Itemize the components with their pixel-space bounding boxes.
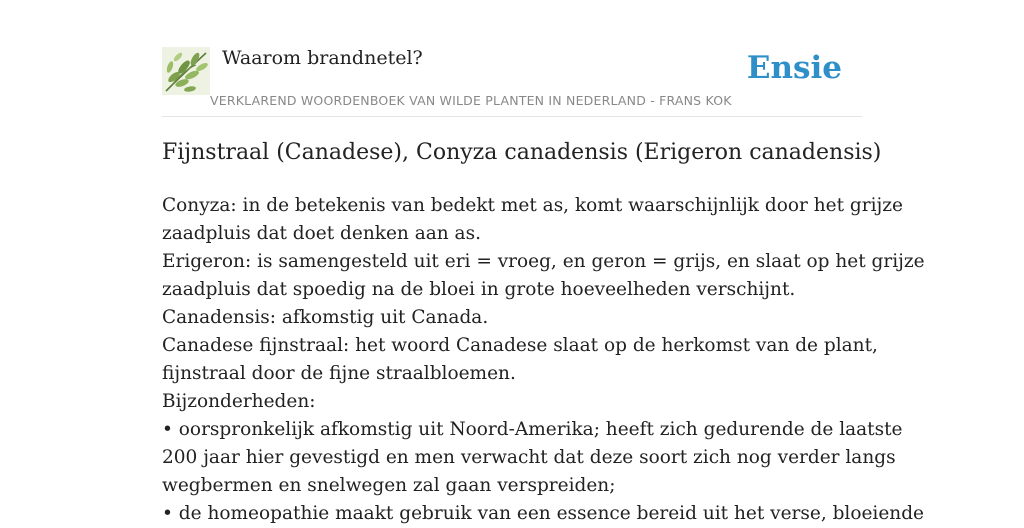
entry-text-line: zaadpluis dat doet denken aan as. xyxy=(162,223,481,244)
entry-title: Fijnstraal (Canadese), Conyza canadensis (Erigeron canadensis) xyxy=(162,140,882,165)
dictionary-header xyxy=(162,44,862,117)
entry-text-line: zaadpluis dat spoedig na de bloei in grote hoeveelheden verschijnt. xyxy=(162,279,796,300)
entry-text-line: 200 jaar hier gevestigd en men verwacht dat deze soort zich nog verder langs xyxy=(162,447,896,468)
entry-text-line: Erigeron: is samengesteld uit eri = vroeg, en geron = grijs, en slaat op het grijze xyxy=(162,251,925,272)
ensie-logo[interactable]: Ensie xyxy=(746,50,842,86)
dictionary-title[interactable]: Waarom brandnetel? xyxy=(222,47,423,69)
entry-text-line: Canadese fijnstraal: het woord Canadese slaat op de herkomst van de plant, xyxy=(162,335,878,356)
entry-text-line: • de homeopathie maakt gebruik van een essence bereid uit het verse, bloeiende xyxy=(162,503,925,524)
entry-text-line: • oorspronkelijk afkomstig uit Noord-Amerika; heeft zich gedurende de laatste xyxy=(162,419,903,440)
entry-text-line: fijnstraal door de fijne straalbloemen. xyxy=(162,363,516,384)
entry-text-line: Conyza: in de betekenis van bedekt met as, komt waarschijnlijk door het grijze xyxy=(162,195,903,216)
entry-text-line: Canadensis: afkomstig uit Canada. xyxy=(162,307,489,328)
entry-text-line: wegbermen en snelwegen zal gaan verspreiden; xyxy=(162,475,616,496)
leaf-plant-icon[interactable] xyxy=(162,47,210,95)
dictionary-subtitle[interactable]: VERKLAREND WOORDENBOEK VAN WILDE PLANTEN IN NEDERLAND - FRANS KOK xyxy=(210,93,732,108)
entry-body xyxy=(162,192,925,528)
entry-text-line: Bijzonderheden: xyxy=(162,391,316,412)
